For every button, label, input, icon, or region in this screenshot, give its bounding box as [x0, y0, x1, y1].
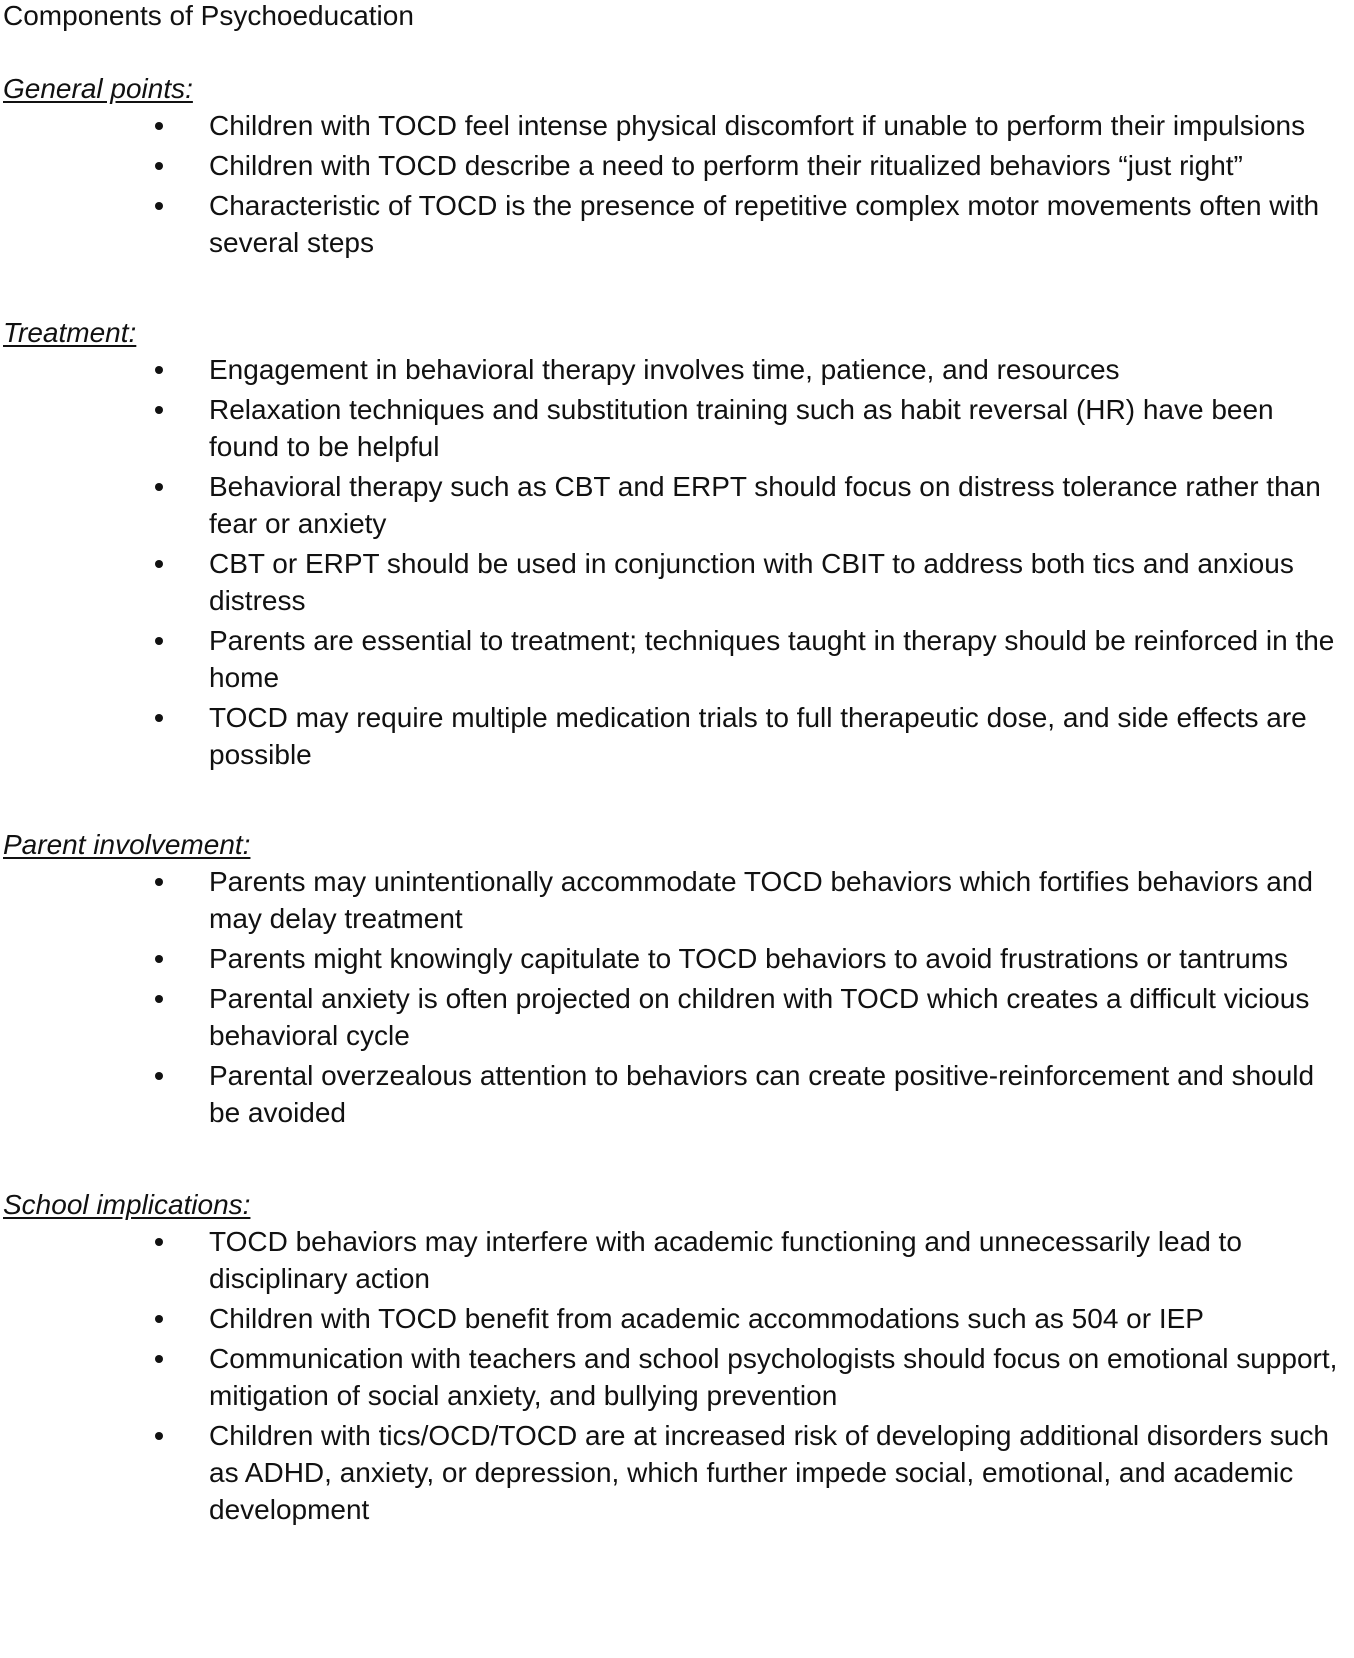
- list-item-text: Children with TOCD feel intense physical discomfort if unable to perform their impulsions: [209, 110, 1306, 141]
- list-item: [3, 468, 1348, 542]
- list-item-text: Parental overzealous attention to behaviors can create positive-reinforcement and should be avoided: [209, 1060, 1315, 1128]
- bullet-list: [3, 863, 1348, 1131]
- list-item-text: Children with tics/OCD/TOCD are at increased risk of developing additional disorders such as ADHD, anxiety, or depression, which further impede social, emotional, and academic development: [209, 1420, 1329, 1525]
- list-item: [3, 187, 1348, 261]
- section-heading: General points:: [3, 73, 193, 104]
- bullet-icon: [155, 1355, 163, 1363]
- bullet-icon: [155, 1238, 163, 1246]
- bullet-icon: [155, 955, 163, 963]
- section-general-points: [3, 71, 1348, 261]
- list-item: [3, 940, 1348, 977]
- bullet-icon: [155, 878, 163, 886]
- bullet-icon: [155, 202, 163, 210]
- list-item: [3, 107, 1348, 144]
- bullet-icon: [155, 406, 163, 414]
- list-item: [3, 391, 1348, 465]
- list-item-text: Communication with teachers and school psychologists should focus on emotional support, mitigation of social anxiety, and bullying prevention: [209, 1343, 1338, 1411]
- section-school-implications: [3, 1187, 1348, 1528]
- list-item-text: TOCD may require multiple medication trials to full therapeutic dose, and side effects are possible: [209, 702, 1307, 770]
- list-item-text: Behavioral therapy such as CBT and ERPT should focus on distress tolerance rather than fear or anxiety: [209, 471, 1321, 539]
- bullet-icon: [155, 637, 163, 645]
- bullet-list: [3, 1223, 1348, 1528]
- bullet-icon: [155, 366, 163, 374]
- list-item-text: Children with TOCD describe a need to perform their ritualized behaviors “just right”: [209, 150, 1243, 181]
- section-heading: Treatment:: [3, 317, 137, 348]
- list-item-text: Children with TOCD benefit from academic accommodations such as 504 or IEP: [209, 1303, 1204, 1334]
- list-item: [3, 1417, 1348, 1528]
- section-heading: Parent involvement:: [3, 829, 251, 860]
- list-item: [3, 699, 1348, 773]
- bullet-icon: [155, 560, 163, 568]
- list-item-text: TOCD behaviors may interfere with academic functioning and unnecessarily lead to disciplinary action: [209, 1226, 1242, 1294]
- bullet-icon: [155, 483, 163, 491]
- list-item-text: Engagement in behavioral therapy involves time, patience, and resources: [209, 354, 1120, 385]
- bullet-icon: [155, 995, 163, 1003]
- bullet-icon: [155, 1072, 163, 1080]
- section-heading: School implications:: [3, 1189, 251, 1220]
- list-item-text: CBT or ERPT should be used in conjunction with CBIT to address both tics and anxious distress: [209, 548, 1294, 616]
- list-item: [3, 545, 1348, 619]
- list-item: [3, 1223, 1348, 1297]
- list-item: [3, 1340, 1348, 1414]
- section-treatment: [3, 315, 1348, 773]
- bullet-icon: [155, 1432, 163, 1440]
- list-item: [3, 980, 1348, 1054]
- list-item-text: Parents may unintentionally accommodate TOCD behaviors which fortifies behaviors and may delay treatment: [209, 866, 1313, 934]
- bullet-list: [3, 107, 1348, 261]
- bullet-icon: [155, 162, 163, 170]
- bullet-icon: [155, 122, 163, 130]
- bullet-list: [3, 351, 1348, 773]
- list-item: [3, 863, 1348, 937]
- list-item: [3, 147, 1348, 184]
- list-item-text: Parents might knowingly capitulate to TOCD behaviors to avoid frustrations or tantrums: [209, 943, 1289, 974]
- list-item: [3, 351, 1348, 388]
- document-page: [3, 0, 1348, 1531]
- bullet-icon: [155, 714, 163, 722]
- list-item-text: Characteristic of TOCD is the presence of repetitive complex motor movements often with several steps: [209, 190, 1320, 258]
- list-item-text: Parental anxiety is often projected on children with TOCD which creates a difficult vicious behavioral cycle: [209, 983, 1310, 1051]
- list-item-text: Relaxation techniques and substitution training such as habit reversal (HR) have been found to be helpful: [209, 394, 1274, 462]
- list-item: [3, 622, 1348, 696]
- list-item: [3, 1300, 1348, 1337]
- section-parent-involvement: [3, 827, 1348, 1131]
- document-title: Components of Psychoeducation: [3, 0, 414, 31]
- list-item: [3, 1057, 1348, 1131]
- list-item-text: Parents are essential to treatment; techniques taught in therapy should be reinforced in the home: [209, 625, 1335, 693]
- bullet-icon: [155, 1315, 163, 1323]
